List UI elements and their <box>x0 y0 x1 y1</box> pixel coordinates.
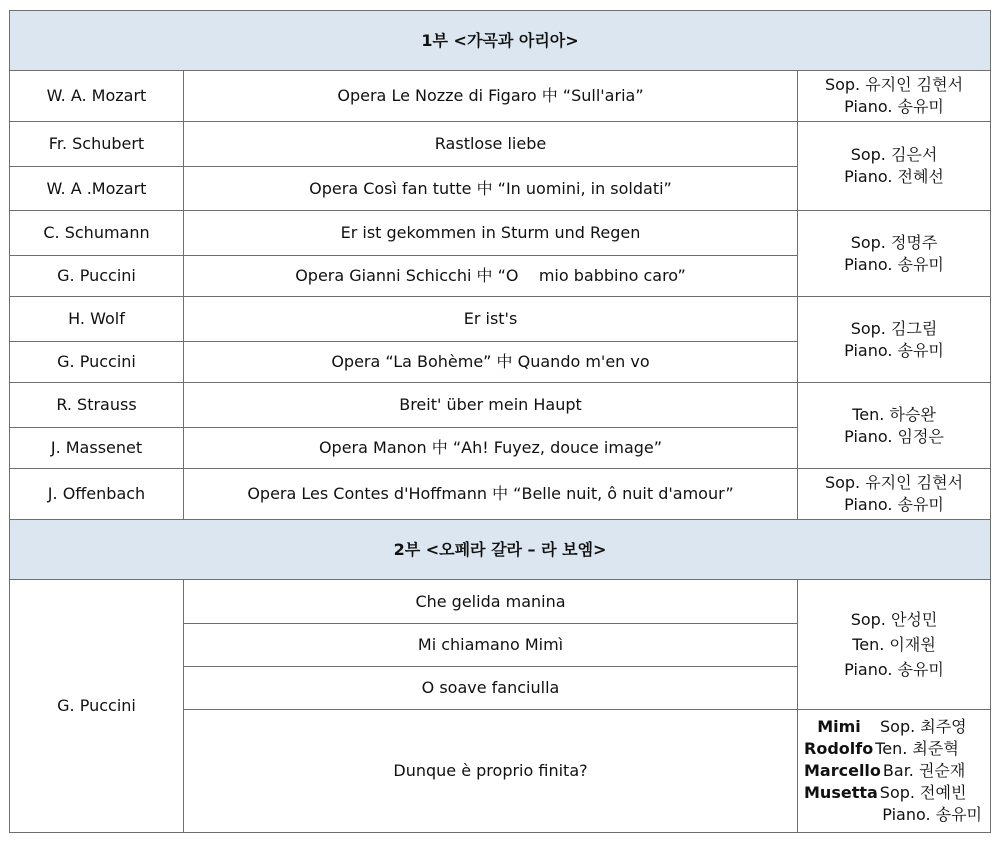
cast-row <box>804 760 984 782</box>
performer-line: Piano. 송유미 <box>844 495 944 514</box>
composer-cell: Fr. Schubert <box>10 122 184 167</box>
work-cell: Opera Manon 中 “Ah! Fuyez, douce image” <box>184 428 798 469</box>
performer-line: Sop. 김그림 <box>850 318 938 338</box>
performer-cell <box>798 383 991 469</box>
composer-cell: G. Puccini <box>10 580 184 833</box>
performer-line: Piano. 송유미 <box>844 340 944 360</box>
performer-cell <box>798 122 991 211</box>
performer-line: Sop. 김은서 <box>850 145 938 164</box>
cast-row <box>804 738 984 760</box>
performer-line: Sop. 안성민 <box>850 609 938 629</box>
performer-line: Sop. 정명주 <box>850 232 938 252</box>
composer-cell: J. Offenbach <box>10 469 184 520</box>
role-name: Musetta <box>804 783 878 802</box>
performer-cell <box>798 580 991 710</box>
work-cell: Opera Le Nozze di Figaro 中 “Sull'aria” <box>184 71 798 122</box>
work-cell: Breit' über mein Haupt <box>184 383 798 428</box>
singer: Sop. 전예빈 <box>879 783 967 802</box>
performer-line: Piano. 송유미 <box>844 97 944 116</box>
work-cell: Mi chiamano Mimì <box>184 624 798 667</box>
singer: Bar. 권순재 <box>882 761 966 780</box>
concert-program-table <box>9 10 991 833</box>
cast-cell <box>798 710 991 833</box>
work-cell: Rastlose liebe <box>184 122 798 167</box>
composer-cell: W. A .Mozart <box>10 167 184 211</box>
singer: Sop. 최주영 <box>880 717 967 736</box>
composer-cell: W. A. Mozart <box>10 71 184 122</box>
work-cell: O soave fanciulla <box>184 667 798 710</box>
composer-cell: J. Massenet <box>10 428 184 469</box>
cast-row <box>804 716 984 738</box>
performer-cell <box>798 469 991 520</box>
role-name: Rodolfo <box>804 739 874 758</box>
performer-cell <box>798 297 991 383</box>
composer-cell: H. Wolf <box>10 297 184 342</box>
performer-line: Sop. 유지인 김현서 <box>824 473 964 492</box>
performer-cell <box>798 71 991 122</box>
composer-cell: R. Strauss <box>10 383 184 428</box>
role-name: Mimi <box>817 717 861 736</box>
work-cell: Opera Così fan tutte 中 “In uomini, in soldati” <box>184 167 798 211</box>
work-cell: Er ist's <box>184 297 798 342</box>
performer-line: Piano. 송유미 <box>844 254 944 274</box>
part2-header: 2부 <오페라 갈라 – 라 보엠> <box>10 520 991 580</box>
performer-line: Ten. 이재원 <box>852 634 936 654</box>
singer: Ten. 최준혁 <box>875 739 959 758</box>
performer-line: Sop. 유지인 김현서 <box>824 75 964 94</box>
performer-line: Piano. 임정은 <box>844 426 944 446</box>
composer-cell: G. Puccini <box>10 256 184 297</box>
work-cell: Opera “La Bohème” 中 Quando m'en vo <box>184 342 798 383</box>
performer-line: Piano. 전혜선 <box>844 167 944 186</box>
role-name: Marcello <box>804 761 881 780</box>
cast-row <box>804 782 984 804</box>
composer-cell: C. Schumann <box>10 211 184 256</box>
performer-cell <box>798 211 991 297</box>
work-cell: Opera Gianni Schicchi 中 “O mio babbino caro” <box>184 256 798 297</box>
work-cell: Che gelida manina <box>184 580 798 624</box>
work-cell: Dunque è proprio finita? <box>184 710 798 833</box>
part1-header: 1부 <가곡과 아리아> <box>10 11 991 71</box>
performer-line: Ten. 하승완 <box>852 404 936 424</box>
composer-cell: G. Puccini <box>10 342 184 383</box>
work-cell: Opera Les Contes d'Hoffmann 中 “Belle nuit, ô nuit d'amour” <box>184 469 798 520</box>
work-cell: Er ist gekommen in Sturm und Regen <box>184 211 798 256</box>
performer-line: Piano. 송유미 <box>844 659 944 679</box>
cast-piano: Piano. 송유미 <box>882 805 983 824</box>
